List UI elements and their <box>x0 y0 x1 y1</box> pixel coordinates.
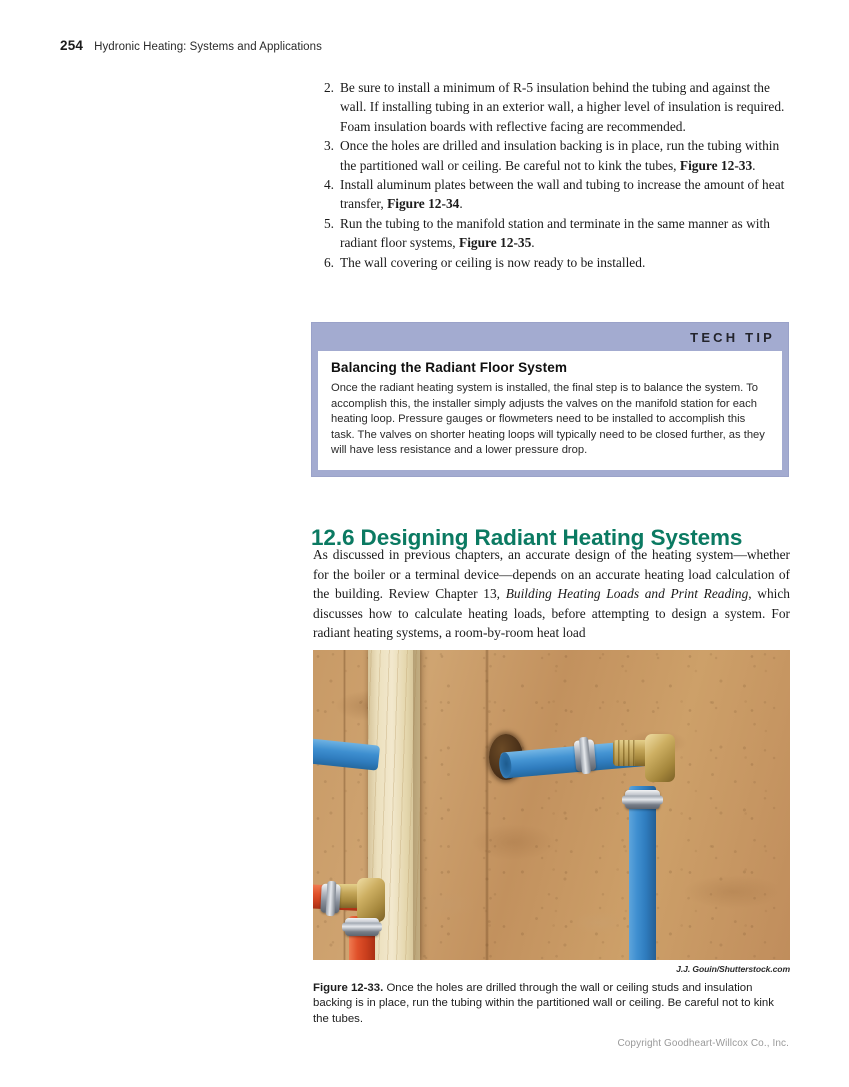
list-item-number: 4. <box>323 177 334 193</box>
list-item-text-main: Install aluminum plates between the wall and tubing to increase the amount of heat transfer, <box>340 177 785 212</box>
list-item-number: 2. <box>323 80 334 95</box>
cinch-clamp-red-horizontal <box>320 884 340 914</box>
tech-tip-body <box>318 351 782 470</box>
pex-tubing-photo <box>313 650 790 960</box>
list-item-text-tail: . <box>752 157 756 173</box>
list-item <box>317 253 790 272</box>
list-item-text-main: Be sure to install a minimum of R-5 insulation behind the tubing and against the wall. If installing tubing in an exterior wall, a higher level of insulation is required. Foam insulation boards with reflective facing are recommended. <box>340 80 785 134</box>
procedure-list <box>313 78 790 272</box>
book-title-italic: Building Heating Loads and Print Reading <box>505 586 749 602</box>
cinch-clamp-blue-horizontal <box>574 739 597 772</box>
tech-tip-text: Once the radiant heating system is installed, the final step is to balance the system. To accomplish this, the installer simply adjusts the valves on the manifold station for each heating loop. Pressure gauges or flowmeters need to be installed to accomplish this task. The valves on shorter heating loops will typically need to be closed further, as they will have less resistance and a lower pressure drop. <box>331 382 765 457</box>
paragraph-part-1: As discussed in previous chapters, an accurate design of the heating system—whether for the boiler or a terminal device—depends on an accurate heating load calculation of the building. Review Chapter 13, <box>313 547 790 602</box>
figure-caption <box>313 981 790 1027</box>
figure-reference: Figure 12-35 <box>459 235 532 251</box>
list-item-text <box>340 78 790 136</box>
list-item-number: 5. <box>323 215 334 231</box>
paragraph-part-2: , which discusses how to calculate heating loads, before attempting to design a system. For radiant heating systems, a room-by-room heat load <box>313 586 791 641</box>
list-item-number: 6. <box>323 254 334 270</box>
list-item-text-main: The wall covering or ceiling is now ready to be installed. <box>340 254 646 270</box>
cinch-clamp-red-vertical <box>345 918 379 936</box>
list-item-text <box>340 214 790 253</box>
section-paragraph <box>313 545 790 643</box>
list-item-text <box>340 136 790 175</box>
figure-12-33 <box>313 650 790 1027</box>
procedure-list-container <box>313 78 790 272</box>
list-item <box>317 175 790 214</box>
cinch-clamp-blue-vertical <box>625 790 660 809</box>
list-item-text <box>340 253 790 272</box>
list-item-number: 3. <box>323 138 334 154</box>
photo-credit: J.J. Gouin/Shutterstock.com <box>676 964 790 974</box>
list-item <box>317 78 790 136</box>
blue-pex-tube-vertical <box>629 786 656 960</box>
list-item-text <box>340 175 790 214</box>
brass-elbow-fitting-blue <box>613 734 675 794</box>
brass-elbow-corner <box>645 734 675 782</box>
list-item <box>317 214 790 253</box>
running-head <box>60 38 322 53</box>
tech-tip-header-label: TECH TIP <box>690 329 775 345</box>
brass-elbow-corner <box>357 878 385 922</box>
tech-tip-title: Balancing the Radiant Floor System <box>331 360 568 375</box>
list-item-text-main: Run the tubing to the manifold station and terminate in the same manner as with radiant floor systems, <box>340 215 770 251</box>
book-title: Hydronic Heating: Systems and Applications <box>94 41 322 53</box>
list-item-text-tail: . <box>531 235 535 251</box>
tech-tip-box <box>311 322 789 477</box>
wall-stud-shadow-edge <box>413 650 422 960</box>
wall-seam-right <box>485 650 489 960</box>
figure-reference: Figure 12-34 <box>387 196 460 212</box>
list-item-text-main: Once the holes are drilled and insulation backing is in place, run the tubing within the partitioned wall or ceiling. Be careful not to kink the tubes, <box>340 138 780 173</box>
list-item <box>317 136 790 175</box>
figure-caption-label: Figure 12-33. <box>313 982 384 994</box>
list-item-text-tail: . <box>459 196 463 212</box>
figure-caption-text: Once the holes are drilled through the wall or ceiling studs and insulation backing is in place, run the tubing within the partitioned wall or ceiling. Be careful not to kink the tubes. <box>313 982 774 1025</box>
page-number: 254 <box>60 38 84 53</box>
copyright-notice: Copyright Goodheart-Willcox Co., Inc. <box>617 1038 789 1049</box>
tech-tip-header <box>312 323 788 351</box>
brass-barb-ribs <box>613 740 635 766</box>
figure-reference: Figure 12-33 <box>679 157 753 173</box>
section-heading: 12.6 Designing Radiant Heating Systems <box>311 524 743 550</box>
